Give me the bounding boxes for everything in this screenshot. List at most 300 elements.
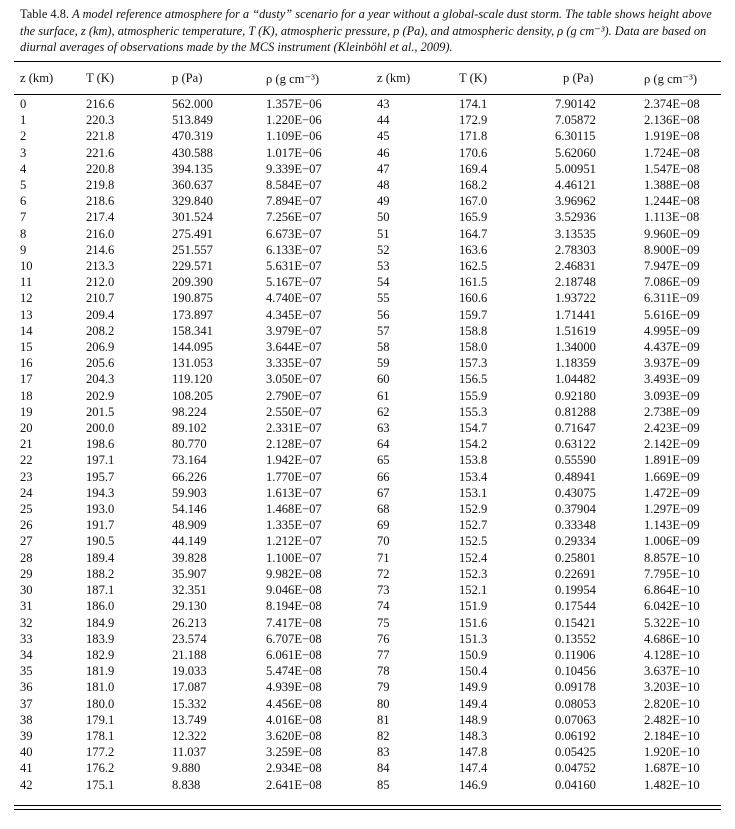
- caption-label: Table 4.8.: [20, 7, 70, 21]
- table-cell: 36: [20, 680, 33, 695]
- table-row: [20, 696, 735, 712]
- table-cell: 1.547E−08: [644, 161, 700, 176]
- table-cell: 190.5: [86, 534, 115, 549]
- table-cell: 1.220E−06: [266, 113, 322, 128]
- table-cell: 32.351: [172, 583, 207, 598]
- table-cell: 2.820E−10: [644, 696, 700, 711]
- table-row: [20, 339, 735, 355]
- table-cell: 5.616E−09: [644, 307, 700, 322]
- table-cell: 176.2: [86, 761, 115, 776]
- table-cell: 0.29334: [555, 534, 596, 549]
- table-cell: 9.982E−08: [266, 566, 322, 581]
- table-cell: 1.388E−08: [644, 178, 700, 193]
- table-cell: 3.644E−07: [266, 340, 322, 355]
- table-cell: 20: [20, 421, 33, 436]
- table-cell: 210.7: [86, 291, 115, 306]
- table-cell: 2.374E−08: [644, 97, 700, 111]
- table-cell: 206.9: [86, 340, 115, 355]
- table-cell: 0.04160: [555, 777, 596, 792]
- table-cell: 2.128E−07: [266, 437, 322, 452]
- table-cell: 3.52936: [555, 210, 596, 225]
- table-cell: 394.135: [172, 161, 213, 176]
- table-cell: 12.322: [172, 728, 207, 743]
- table-row: [20, 307, 735, 323]
- table-row: [20, 371, 735, 387]
- table-cell: 1.212E−07: [266, 534, 322, 549]
- table-cell: 4.686E−10: [644, 631, 700, 646]
- table-cell: 6.133E−07: [266, 242, 322, 257]
- table-cell: 5.00951: [555, 161, 596, 176]
- table-cell: 1.920E−10: [644, 745, 700, 760]
- table-cell: 1.04482: [555, 372, 596, 387]
- table-row: [20, 226, 735, 242]
- table-cell: 149.4: [459, 696, 488, 711]
- table-cell: 26.213: [172, 615, 207, 630]
- header-z-right: z (km): [377, 71, 411, 85]
- table-cell: 0.55590: [555, 453, 596, 468]
- table-cell: 148.3: [459, 728, 488, 743]
- table-cell: 0: [20, 97, 27, 111]
- table-cell: 2.331E−07: [266, 421, 322, 436]
- header-p-left: p (Pa): [172, 71, 203, 85]
- table-cell: 251.557: [172, 242, 213, 257]
- table-cell: 1.687E−10: [644, 761, 700, 776]
- table-cell: 56: [377, 307, 390, 322]
- table-cell: 1.942E−07: [266, 453, 322, 468]
- table-cell: 0.48941: [555, 469, 596, 484]
- table-cell: 201.5: [86, 404, 115, 419]
- table-cell: 158.341: [172, 323, 213, 338]
- table-cell: 1.100E−07: [266, 550, 322, 565]
- table-cell: 73.164: [172, 453, 207, 468]
- table-cell: 59.903: [172, 485, 207, 500]
- table-cell: 27: [20, 534, 33, 549]
- table-cell: 35: [20, 664, 33, 679]
- table-cell: 164.7: [459, 226, 488, 241]
- table-cell: 151.3: [459, 631, 488, 646]
- table-cell: 0.09178: [555, 680, 596, 695]
- header-t-left: T (K): [86, 71, 115, 85]
- table-cell: 34: [20, 647, 33, 662]
- table-cell: 2.641E−08: [266, 777, 322, 792]
- table-cell: 189.4: [86, 550, 115, 565]
- table-cell: 8.584E−07: [266, 178, 322, 193]
- table-cell: 0.33348: [555, 518, 596, 533]
- table-cell: 2.46831: [555, 259, 596, 274]
- table-cell: 66.226: [172, 469, 207, 484]
- table-cell: 2.738E−09: [644, 404, 700, 419]
- table-cell: 21.188: [172, 647, 207, 662]
- table-cell: 7.90142: [555, 97, 596, 111]
- table-cell: 6.061E−08: [266, 647, 322, 662]
- table-cell: 360.637: [172, 178, 213, 193]
- table-cell: 29: [20, 566, 33, 581]
- table-cell: 183.9: [86, 631, 115, 646]
- table-cell: 153.4: [459, 469, 488, 484]
- table-cell: 0.15421: [555, 615, 596, 630]
- table-cell: 2.423E−09: [644, 421, 700, 436]
- table-cell: 329.840: [172, 194, 213, 209]
- table-cell: 54.146: [172, 502, 207, 517]
- table-cell: 42: [20, 777, 33, 792]
- table-cell: 1: [20, 113, 27, 128]
- table-cell: 4.995E−09: [644, 323, 700, 338]
- table-cell: 9.339E−07: [266, 161, 322, 176]
- table-cell: 158.0: [459, 340, 488, 355]
- table-cell: 3.96962: [555, 194, 596, 209]
- table-row: [20, 96, 735, 112]
- table-cell: 62: [377, 404, 390, 419]
- table-cell: 15: [20, 340, 33, 355]
- table-cell: 229.571: [172, 259, 213, 274]
- table-cell: 24: [20, 485, 33, 500]
- table-cell: 13.749: [172, 712, 207, 727]
- table-cell: 3.335E−07: [266, 356, 322, 371]
- table-cell: 3.050E−07: [266, 372, 322, 387]
- table-row: [20, 404, 735, 420]
- table-cell: 0.06192: [555, 728, 596, 743]
- table-cell: 1.891E−09: [644, 453, 700, 468]
- table-cell: 41: [20, 761, 33, 776]
- header-rho-left: ρ (g cm⁻³): [266, 72, 320, 86]
- table-cell: 5: [20, 178, 27, 193]
- table-cell: 60: [377, 372, 390, 387]
- table-cell: 181.0: [86, 680, 115, 695]
- table-cell: 172.9: [459, 113, 488, 128]
- table-row: [20, 128, 735, 144]
- table-cell: 69: [377, 518, 390, 533]
- table-cell: 2: [20, 129, 27, 144]
- table-cell: 28: [20, 550, 33, 565]
- table-cell: 85: [377, 777, 390, 792]
- bottom-rule-2: [14, 809, 721, 810]
- table-cell: 162.5: [459, 259, 488, 274]
- table-cell: 45: [377, 129, 390, 144]
- table-cell: 68: [377, 502, 390, 517]
- table-cell: 165.9: [459, 210, 488, 225]
- table-cell: 430.588: [172, 145, 213, 160]
- table-cell: 2.934E−08: [266, 761, 322, 776]
- table-cell: 108.205: [172, 388, 213, 403]
- table-cell: 8.838: [172, 777, 201, 792]
- table-cell: 73: [377, 583, 390, 598]
- table-cell: 55: [377, 291, 390, 306]
- table-cell: 66: [377, 469, 390, 484]
- table-cell: 168.2: [459, 178, 488, 193]
- table-cell: 4.46121: [555, 178, 596, 193]
- table-cell: 213.3: [86, 259, 115, 274]
- table-cell: 3.637E−10: [644, 664, 700, 679]
- header-z-left: z (km): [20, 71, 54, 85]
- table-cell: 0.37904: [555, 502, 596, 517]
- table-cell: 9: [20, 242, 27, 257]
- table-cell: 154.2: [459, 437, 488, 452]
- table-cell: 4.128E−10: [644, 647, 700, 662]
- table-cell: 1.468E−07: [266, 502, 322, 517]
- table-cell: 14: [20, 323, 33, 338]
- table-cell: 4.016E−08: [266, 712, 322, 727]
- table-cell: 221.8: [86, 129, 115, 144]
- table-cell: 205.6: [86, 356, 115, 371]
- table-cell: 216.0: [86, 226, 115, 241]
- table-cell: 71: [377, 550, 390, 565]
- table-cell: 150.4: [459, 664, 488, 679]
- table-cell: 1.71441: [555, 307, 596, 322]
- table-cell: 220.8: [86, 161, 115, 176]
- table-cell: 9.046E−08: [266, 583, 322, 598]
- header-p-right: p (Pa): [563, 71, 594, 85]
- table-cell: 221.6: [86, 145, 115, 160]
- table-cell: 1.357E−06: [266, 97, 322, 111]
- table-cell: 150.9: [459, 647, 488, 662]
- table-cell: 173.897: [172, 307, 213, 322]
- table-row: [20, 679, 735, 695]
- table-cell: 39.828: [172, 550, 207, 565]
- table-cell: 40: [20, 745, 33, 760]
- table-cell: 190.875: [172, 291, 213, 306]
- table-cell: 214.6: [86, 242, 115, 257]
- table-cell: 7: [20, 210, 27, 225]
- table-cell: 0.17544: [555, 599, 596, 614]
- table-cell: 3: [20, 145, 27, 160]
- table-cell: 152.1: [459, 583, 488, 598]
- table-cell: 37: [20, 696, 33, 711]
- table-cell: 152.7: [459, 518, 488, 533]
- table-cell: 26: [20, 518, 33, 533]
- table-cell: 29.130: [172, 599, 207, 614]
- table-cell: 19.033: [172, 664, 207, 679]
- table-cell: 6.673E−07: [266, 226, 322, 241]
- table-row: [20, 566, 735, 582]
- table-cell: 0.63122: [555, 437, 596, 452]
- table-row: [20, 452, 735, 468]
- table-cell: 163.6: [459, 242, 488, 257]
- table-row: [20, 760, 735, 776]
- header-rule: [14, 94, 721, 95]
- table-cell: 171.8: [459, 129, 488, 144]
- table-cell: 3.493E−09: [644, 372, 700, 387]
- table-cell: 180.0: [86, 696, 115, 711]
- table-row: [20, 501, 735, 517]
- table-cell: 1.297E−09: [644, 502, 700, 517]
- table-cell: 11: [20, 275, 33, 290]
- table-cell: 0.13552: [555, 631, 596, 646]
- table-cell: 1.113E−08: [644, 210, 700, 225]
- table-cell: 275.491: [172, 226, 213, 241]
- table-cell: 151.9: [459, 599, 488, 614]
- table-cell: 1.18359: [555, 356, 596, 371]
- table-cell: 0.43075: [555, 485, 596, 500]
- table-cell: 0.81288: [555, 404, 596, 419]
- header-rho-right: ρ (g cm⁻³): [644, 72, 698, 86]
- table-cell: 1.51619: [555, 323, 596, 338]
- table-row: [20, 615, 735, 631]
- table-cell: 61: [377, 388, 390, 403]
- table-cell: 84: [377, 761, 390, 776]
- table-row: [20, 469, 735, 485]
- table-cell: 8.900E−09: [644, 242, 700, 257]
- table-cell: 7.795E−10: [644, 566, 700, 581]
- table-cell: 218.6: [86, 194, 115, 209]
- table-cell: 0.19954: [555, 583, 596, 598]
- table-cell: 144.095: [172, 340, 213, 355]
- table-cell: 15.332: [172, 696, 207, 711]
- table-cell: 191.7: [86, 518, 115, 533]
- table-cell: 212.0: [86, 275, 115, 290]
- table-cell: 158.8: [459, 323, 488, 338]
- table-cell: 182.9: [86, 647, 115, 662]
- table-cell: 54: [377, 275, 390, 290]
- table-cell: 187.1: [86, 583, 115, 598]
- table-cell: 21: [20, 437, 33, 452]
- table-cell: 5.322E−10: [644, 615, 700, 630]
- table-cell: 3.203E−10: [644, 680, 700, 695]
- table-cell: 2.136E−08: [644, 113, 700, 128]
- atmosphere-table: [20, 96, 735, 793]
- table-cell: 8.194E−08: [266, 599, 322, 614]
- table-cell: 5.631E−07: [266, 259, 322, 274]
- table-cell: 154.7: [459, 421, 488, 436]
- table-cell: 7.417E−08: [266, 615, 322, 630]
- table-cell: 7.256E−07: [266, 210, 322, 225]
- table-cell: 9.960E−09: [644, 226, 700, 241]
- table-cell: 83: [377, 745, 390, 760]
- table-cell: 98.224: [172, 404, 207, 419]
- table-cell: 146.9: [459, 777, 488, 792]
- table-row: [20, 290, 735, 306]
- bottom-rule-1: [14, 805, 721, 806]
- table-cell: 43: [377, 97, 390, 111]
- table-cell: 17.087: [172, 680, 207, 695]
- table-cell: 151.6: [459, 615, 488, 630]
- table-cell: 209.390: [172, 275, 213, 290]
- table-cell: 33: [20, 631, 33, 646]
- table-cell: 8.857E−10: [644, 550, 700, 565]
- table-row: [20, 177, 735, 193]
- table-row: [20, 517, 735, 533]
- table-row: [20, 436, 735, 452]
- table-cell: 1.006E−09: [644, 534, 700, 549]
- table-cell: 148.9: [459, 712, 488, 727]
- table-cell: 52: [377, 242, 390, 257]
- table-cell: 6.042E−10: [644, 599, 700, 614]
- table-cell: 50: [377, 210, 390, 225]
- top-rule: [14, 61, 721, 62]
- table-cell: 186.0: [86, 599, 115, 614]
- table-cell: 4.939E−08: [266, 680, 322, 695]
- table-cell: 74: [377, 599, 390, 614]
- table-row: [20, 274, 735, 290]
- table-row: [20, 598, 735, 614]
- table-cell: 17: [20, 372, 33, 387]
- table-cell: 152.9: [459, 502, 488, 517]
- table-row: [20, 744, 735, 760]
- table-row: [20, 712, 735, 728]
- table-cell: 3.259E−08: [266, 745, 322, 760]
- table-cell: 58: [377, 340, 390, 355]
- table-cell: 64: [377, 437, 390, 452]
- table-cell: 6.311E−09: [644, 291, 700, 306]
- table-cell: 46: [377, 145, 390, 160]
- table-cell: 1.017E−06: [266, 145, 322, 160]
- table-cell: 170.6: [459, 145, 488, 160]
- table-cell: 153.8: [459, 453, 488, 468]
- table-cell: 219.8: [86, 178, 115, 193]
- table-row: [20, 145, 735, 161]
- table-cell: 12: [20, 291, 33, 306]
- table-cell: 48.909: [172, 518, 207, 533]
- table-row: [20, 663, 735, 679]
- table-cell: 209.4: [86, 307, 115, 322]
- table-cell: 147.4: [459, 761, 488, 776]
- table-row: [20, 193, 735, 209]
- table-cell: 179.1: [86, 712, 115, 727]
- table-cell: 44: [377, 113, 390, 128]
- table-cell: 72: [377, 566, 390, 581]
- table-cell: 178.1: [86, 728, 115, 743]
- table-cell: 1.770E−07: [266, 469, 322, 484]
- table-cell: 4.740E−07: [266, 291, 322, 306]
- table-cell: 89.102: [172, 421, 207, 436]
- table-cell: 63: [377, 421, 390, 436]
- table-cell: 1.93722: [555, 291, 596, 306]
- table-cell: 6: [20, 194, 27, 209]
- table-cell: 59: [377, 356, 390, 371]
- table-cell: 6.30115: [555, 129, 596, 144]
- table-cell: 82: [377, 728, 390, 743]
- table-cell: 5.474E−08: [266, 664, 322, 679]
- table-row: [20, 777, 735, 793]
- table-cell: 152.4: [459, 550, 488, 565]
- table-cell: 30: [20, 583, 33, 598]
- table-row: [20, 388, 735, 404]
- table-cell: 70: [377, 534, 390, 549]
- table-cell: 197.1: [86, 453, 115, 468]
- table-cell: 4.456E−08: [266, 696, 322, 711]
- table-cell: 67: [377, 485, 390, 500]
- table-cell: 157.3: [459, 356, 488, 371]
- table-cell: 44.149: [172, 534, 207, 549]
- table-cell: 11.037: [172, 745, 207, 760]
- table-cell: 2.550E−07: [266, 404, 322, 419]
- table-cell: 1.482E−10: [644, 777, 700, 792]
- table-row: [20, 258, 735, 274]
- table-cell: 174.1: [459, 97, 488, 111]
- table-cell: 2.142E−09: [644, 437, 700, 452]
- table-cell: 78: [377, 664, 390, 679]
- table-cell: 200.0: [86, 421, 115, 436]
- table-cell: 216.6: [86, 97, 115, 111]
- table-cell: 77: [377, 647, 390, 662]
- table-cell: 1.244E−08: [644, 194, 700, 209]
- table-cell: 3.979E−07: [266, 323, 322, 338]
- table-cell: 155.3: [459, 404, 488, 419]
- table-cell: 2.78303: [555, 242, 596, 257]
- table-cell: 2.184E−10: [644, 728, 700, 743]
- table-row: [20, 161, 735, 177]
- table-row: [20, 323, 735, 339]
- table-cell: 65: [377, 453, 390, 468]
- table-cell: 119.120: [172, 372, 213, 387]
- table-row: [20, 355, 735, 371]
- table-cell: 9.880: [172, 761, 201, 776]
- table-cell: 5.167E−07: [266, 275, 322, 290]
- table-cell: 188.2: [86, 566, 115, 581]
- table-cell: 0.71647: [555, 421, 596, 436]
- table-cell: 76: [377, 631, 390, 646]
- table-cell: 167.0: [459, 194, 488, 209]
- table-cell: 23: [20, 469, 33, 484]
